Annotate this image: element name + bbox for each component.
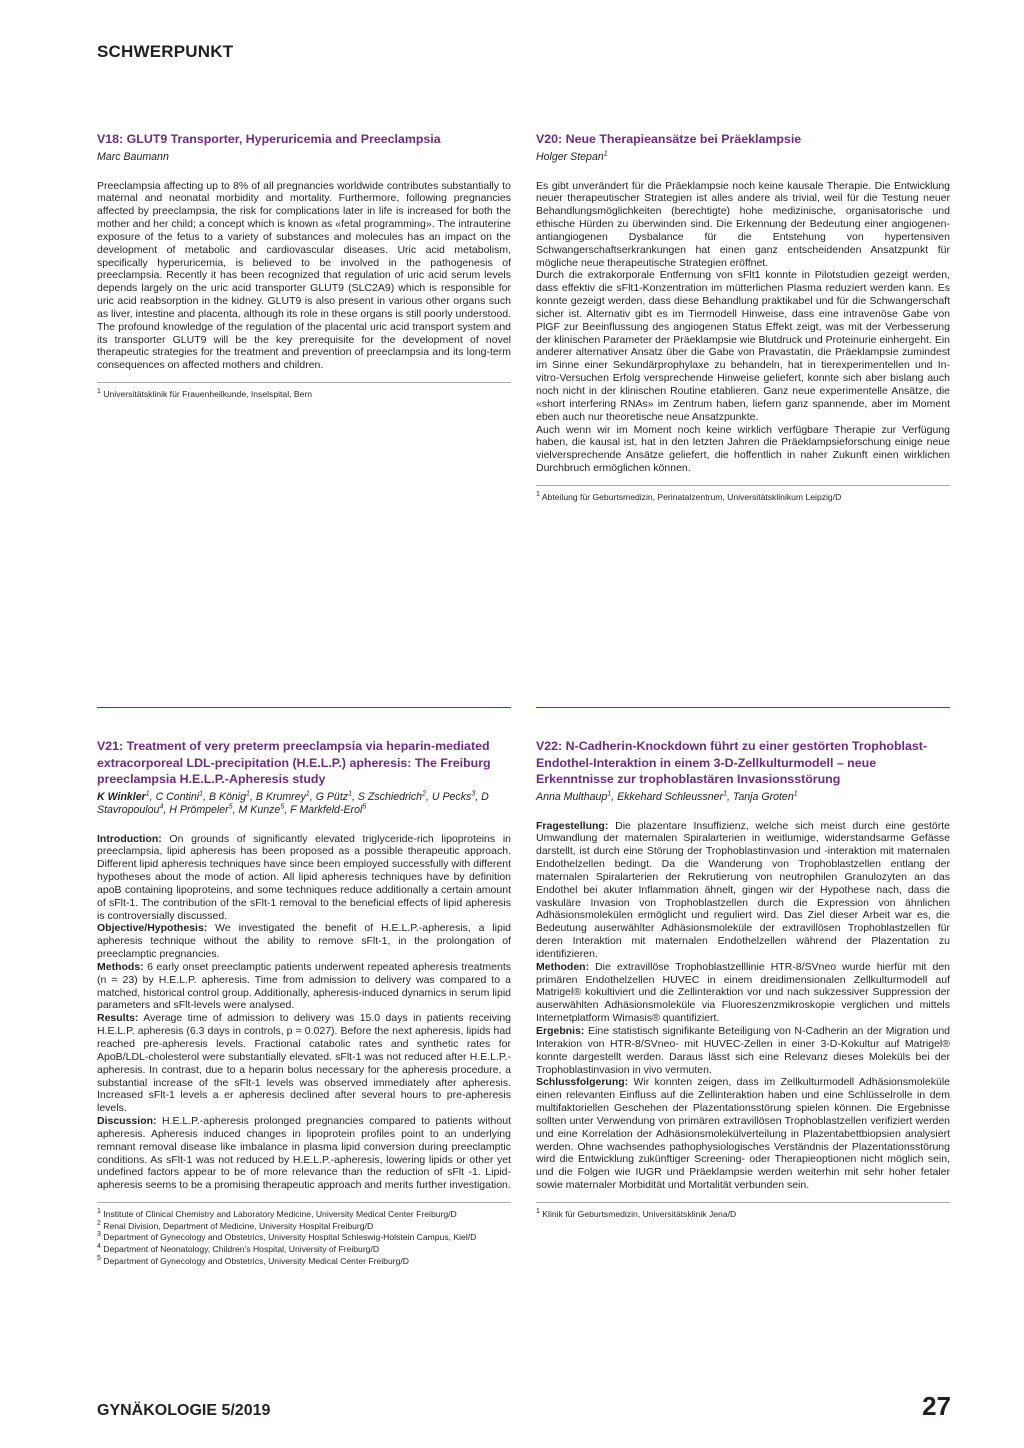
abstract-section: Results: Average time of admission to delivery was 15.0 days in patients receiving H.E.L.P. apheresis (6.3 days in controls, p = 0.027). Before the next apheresis, lipids had reached pre-apheresis levels. Fractional catabolic rates and synthetic rates for ApoB/LDL-cholesterol were substantially elevated. sFlt-1 was not reduced after H.E.L.P.-apheresis. In contrast, due to a heparin bolus necessary for the apheresis procedure, a substantial increase of the sFlt-1 levels was observed immediately after apheresis. Increased sFlt-1 levels a er apheresis declined after several hours to pre-apheresis levels. [97,1012,511,1115]
footnote: $^5$ Department of Gynecology and Obstetrics, University Medical Center Freiburg/D [97,1254,409,1266]
footnote: $^1$ Klinik für Geburtsmedizin, Universitätsklinik Jena/D [536,1208,737,1219]
footnote: $^1$ Universitätsklinik für Frauenheilkunde, Inselspital, Bern [97,388,313,400]
footnotes [97,1209,511,1267]
abstract-title: V18: GLUT9 Transporter, Hyperuricemia and Preeclampsia [97,132,441,146]
abstract-section: Methods: 6 early onset preeclamptic patients underwent repeated apheresis treatments (n = 23) by H.E.L.P. apheresis. Time from admission to delivery was compared to a matched, historical control group. Additionally, apheresis-induced dynamics in serum lipid parameters and sFlt-levels were analysed. [97,960,511,1012]
abstract-paragraph: Es gibt unverändert für die Präeklampsie noch keine kausale Therapie. Die Entwicklung neuer therapeutischer Strategien ist alles andere als trivial, weil für die Testung neuer Behandlungsmöglichkeiten (berechtigte) hohe medizinische, organisatorische und ethische Hürden zu überwinden sind. Die Erkennung der Bedeutung einer angiogenen-antiangiogenen Dysbalance für die Entstehung von hypertensiven Schwangerschaftserkrankungen hat einen ganz entscheidenden Ansatzpunkt für mögliche neue therapeutische Strategien eröffnet. [536,179,950,269]
footnote: $^1$ Institute of Clinical Chemistry and Laboratory Medicine, University Medical Center Freiburg/D [97,1208,457,1220]
abstract-v18 [97,131,511,401]
abstract-section: Introduction: On grounds of significantly elevated triglyceride-rich lipoproteins in preeclampsia, lipid apheresis has been proposed as a possible therapeutic approach. Different lipid apheresis techniques have since been employed successfully with different hypotheses about the mode of action. All lipid apheresis techniques have by definition apoB containing lipoproteins, and some techniques reduce additionally a certain amount of sFlt-1. The contribution of the sFlt-1 removal to the beneficial effects of lipid apheresis is controversially discussed. [97,832,511,922]
footnotes [97,389,511,401]
abstract-authors: K Winkler$^1$, C Contini$^1$, B König$^1$, B Krumrey$^1$, G Pütz$^1$, S Zschiedrich$^2$, U Pecks$^3$, D Stavropoulou$^4$, H Prömpeler$^5$, M Kunze$^5$, F Markfeld-Erol$^5$ [97,789,489,816]
abstract-v22 [536,738,950,1221]
journal-issue: GYNÄKOLOGIE 5/2019 [97,1402,271,1419]
abstract-section: Methoden: Die extravillöse Trophoblastzelllinie HTR-8/SVneo wurde hierfür mit den primären Endothelzellen HUVEC in einem dreidimensionalen Zellkulturmodell auf Matrigel® kokultiviert und die Zellinteraktion vor und nach sukzessiver Suppression der auserwählten Adhäsionsmoleküle via Fluoreszenzmikroskopie verglichen und mittels Internetplatform Wimasis® quantifiziert. [536,960,950,1025]
section-header: SCHWERPUNKT [97,42,234,61]
abstract-body [97,180,511,373]
abstract-title: V20: Neue Therapieansätze bei Präeklampsie [536,132,802,146]
abstract-section: Fragestellung: Die plazentare Insuffizienz, welche sich meist durch eine gestörte Umwandlung der maternalen Spiralarterien in weitlumige, widerstandsarme Gefässe darstellt, ist durch eine Störung der Trophoblastinvasion und -interaktion mit maternalen Endothelzellen bedingt. Da die Wanderung von Trophoblastzellen entlang der maternalen Spiralarterien der Rekrutierung von neutrophilen Granulozyten an das Endothel bei akuter Inflammation ähnelt, gingen wir der Hypothese nach, dass die vaskuläre Invasion von Trophoblastzellen durch die Expression von ähnlichen Adhäsionsmolekülen ermöglicht und reguliert wird. Das Ziel dieser Arbeit war es, die Bedeutung auserwählter Adhäsionsmoleküle der extravillösen Trophoblastzellen für deren Interaktion mit maternalen Endothelzellen während der Plazentation zu identifizieren. [536,819,950,960]
abstract-authors: Holger Stepan$^1$ [536,149,608,163]
abstract-paragraph: Preeclampsia affecting up to 8% of all pregnancies worldwide contributes substantially to maternal and neonatal morbidity and mortality. Furthermore, following pregnancies affected by preeclampsia, the risk for complications later in life is increased for both the mother and her child; a concept which is known as «fetal programming». The intrauterine exposure of the fetus to a variety of substances and molecules has an impact on the development of metabolic and cardiovascular diseases. Uric acid metabolism, specifically hyperuricemia, is believed to be involved in the pathogenesis of preeclampsia. Recently it has been recognized that regulation of uric acid serum levels depends largely on the uric acid transporter GLUT9 (SLC2A9) which is responsible for uric acid reabsorption in the kidney. GLUT9 is also present in various other organs such as liver, intestine and placenta, although its role in these organs is still poorly understood. The profound knowledge of the regulation of the placental uric acid transport system and its transporter GLUT9 will be the key prerequisite for the development of novel therapeutic strategies for the treatment and prevention of preeclampsia and its long-term consequences on affected mothers and children. [97,179,511,372]
abstract-body [536,180,950,475]
abstract-title: V21: Treatment of very preterm preeclampsia via heparin-mediated extracorporeal LDL-precipitation (H.E.L.P.) apheresis: The Freiburg preeclampsia H.E.L.P.-Apheresis study [97,739,491,786]
footnote-divider [97,1202,511,1203]
footnote: $^4$ Department of Neonatology, Children’s Hospital, University of Freiburg/D [97,1243,380,1254]
abstract-section: Ergebnis: Eine statistisch signifikante Beteiligung von N-Cadherin an der Migration und Interakion von HTR-8/SVneo- mit HUVEC-Zellen in einer 3-D-Kokultur auf Matrigel® konnte dargestellt werden. Daraus lässt sich eine Relevanz dieses Moleküls bei der Trophoblastinvasion in vivo vermuten. [536,1025,950,1076]
abstract-body [97,833,511,1193]
footnote-divider [536,485,950,486]
abstract-section: Discussion: H.E.L.P.-apheresis prolonged pregnancies compared to patients without apheresis. Apheresis induced changes in lipoprotein profiles point to an underlying remnant removal disease like imbalance in plasma lipid conversion during preeclamptic conditions. As sFlt-1 was not reduced by H.E.L.P.-apheresis, lowering lipids or other yet undefined factors appear to be of more relevance than the reduction of sFlt -1. Lipid-apheresis seems to be a promising therapeutic approach and merits further investigation. [97,1115,511,1192]
footnote: $^2$ Renal Division, Department of Medicine, University Hospital Freiburg/D [97,1219,374,1231]
footnote: $^1$ Abteilung für Geburtsmedizin, Perinatalzentrum, Universitätsklinikum Leipzig/D [536,491,842,502]
footnote: $^3$ Department of Gynecology and Obstetrics, University Hospital Schleswig-Holstein Campus, Kiel/D [97,1231,477,1243]
abstract-body [536,820,950,1192]
footnote-divider [97,382,511,383]
abstract-section: Objective/Hypothesis: We investigated the benefit of H.E.L.P.-apheresis, a lipid apheresis technique without the ability to remove sFlt-1, in the prolongation of preeclamptic pregnancies. [97,922,511,961]
section-separator [536,707,950,708]
footnotes [536,1209,950,1221]
abstract-paragraph: Auch wenn wir im Moment noch keine wirklich verfügbare Therapie zur Verfügung haben, die kausal ist, hat in den letzten Jahren die Präeklampsieforschung einige neue vielversprechende Ansätze geliefert, die hoffentlich in naher Zukunft einen wirklichen Durchbruch ermöglichen können. [536,423,950,475]
section-separator [97,707,511,708]
abstract-v21 [97,738,511,1267]
abstract-authors: Anna Multhaup$^1$, Ekkehard Schleussner$^1$, Tanja Groten$^1$ [536,789,798,803]
abstract-section: Schlussfolgerung: Wir konnten zeigen, dass im Zellkulturmodell Adhäsionsmoleküle einen relevanten Einfluss auf die Zellinteraktion haben und eine Schlüsselrolle in dem multifaktoriellen Geschehen der Plazentationsstörung spielen können. Die Ergebnisse sollten unter Verwendung von primären extravillösen Trophoblastzellen verifiziert werden und eine Korrelation der Adhäsionsmolekülverteilung in Plazentabettbiopsien analysiert werden. Ohne wachsendes pathophysiologisches Verständnis der Plazentationsstörung wird die Entwicklung zukünftiger Screening- oder Therapieoptionen nicht möglich sein, und die Folgen wie IUGR und Präeklampsie werden weiterhin mit sehr hoher fetaler sowie maternaler Morbidität und Mortalität verbunden sein. [536,1076,950,1192]
abstract-paragraph: Durch die extrakorporale Entfernung von sFlt1 konnte in Pilotstudien gezeigt werden, dass effektiv die sFlt1-Konzentration im mütterlichen Plasma reduziert werden kann. Es konnte gezeigt werden, dass diese Behandlung praktikabel und für die Schwangerschaft sicher ist. Alternativ gibt es im Tiermodell Hinweise, dass eine intravenöse Gabe von PlGF zur Beeinflussung des angiogenen Status Effekt zeigt, was mit der Verbesserung der klinischen Parameter der Präeklampsie wie Blutdruck und Proteinurie einhergeht. Ein anderer alternativer Ansatz über die Gabe von Pravastatin, die Präeklampsie zumindest im Sinne einer Sekundärprophylaxe zu behandeln, hat in tierexperimentellen und In-vitro-Versuchen Erfolg versprechende Hinweise geliefert, konnte sich aber bislang auch noch nicht in der klinischen Routine etablieren. Ganz neue experimentelle Ansätze, die «short interfering RNAs» im Zentrum haben, liefern ganz spannende, aber im Moment eben auch nur theoretische neue Ansatzpunkte. [536,269,950,423]
footnote-divider [536,1202,950,1203]
footnotes [536,492,950,504]
abstract-title: V22: N-Cadherin-Knockdown führt zu einer gestörten Trophoblast-Endothel-Interaktion in einem 3-D-Zellkulturmodell – neue Erkenntnisse zur trophoblastären Invasionsstörung [536,739,928,786]
abstract-v20 [536,131,950,504]
page-number: 27 [922,1391,951,1421]
abstract-authors: Marc Baumann [97,150,169,163]
